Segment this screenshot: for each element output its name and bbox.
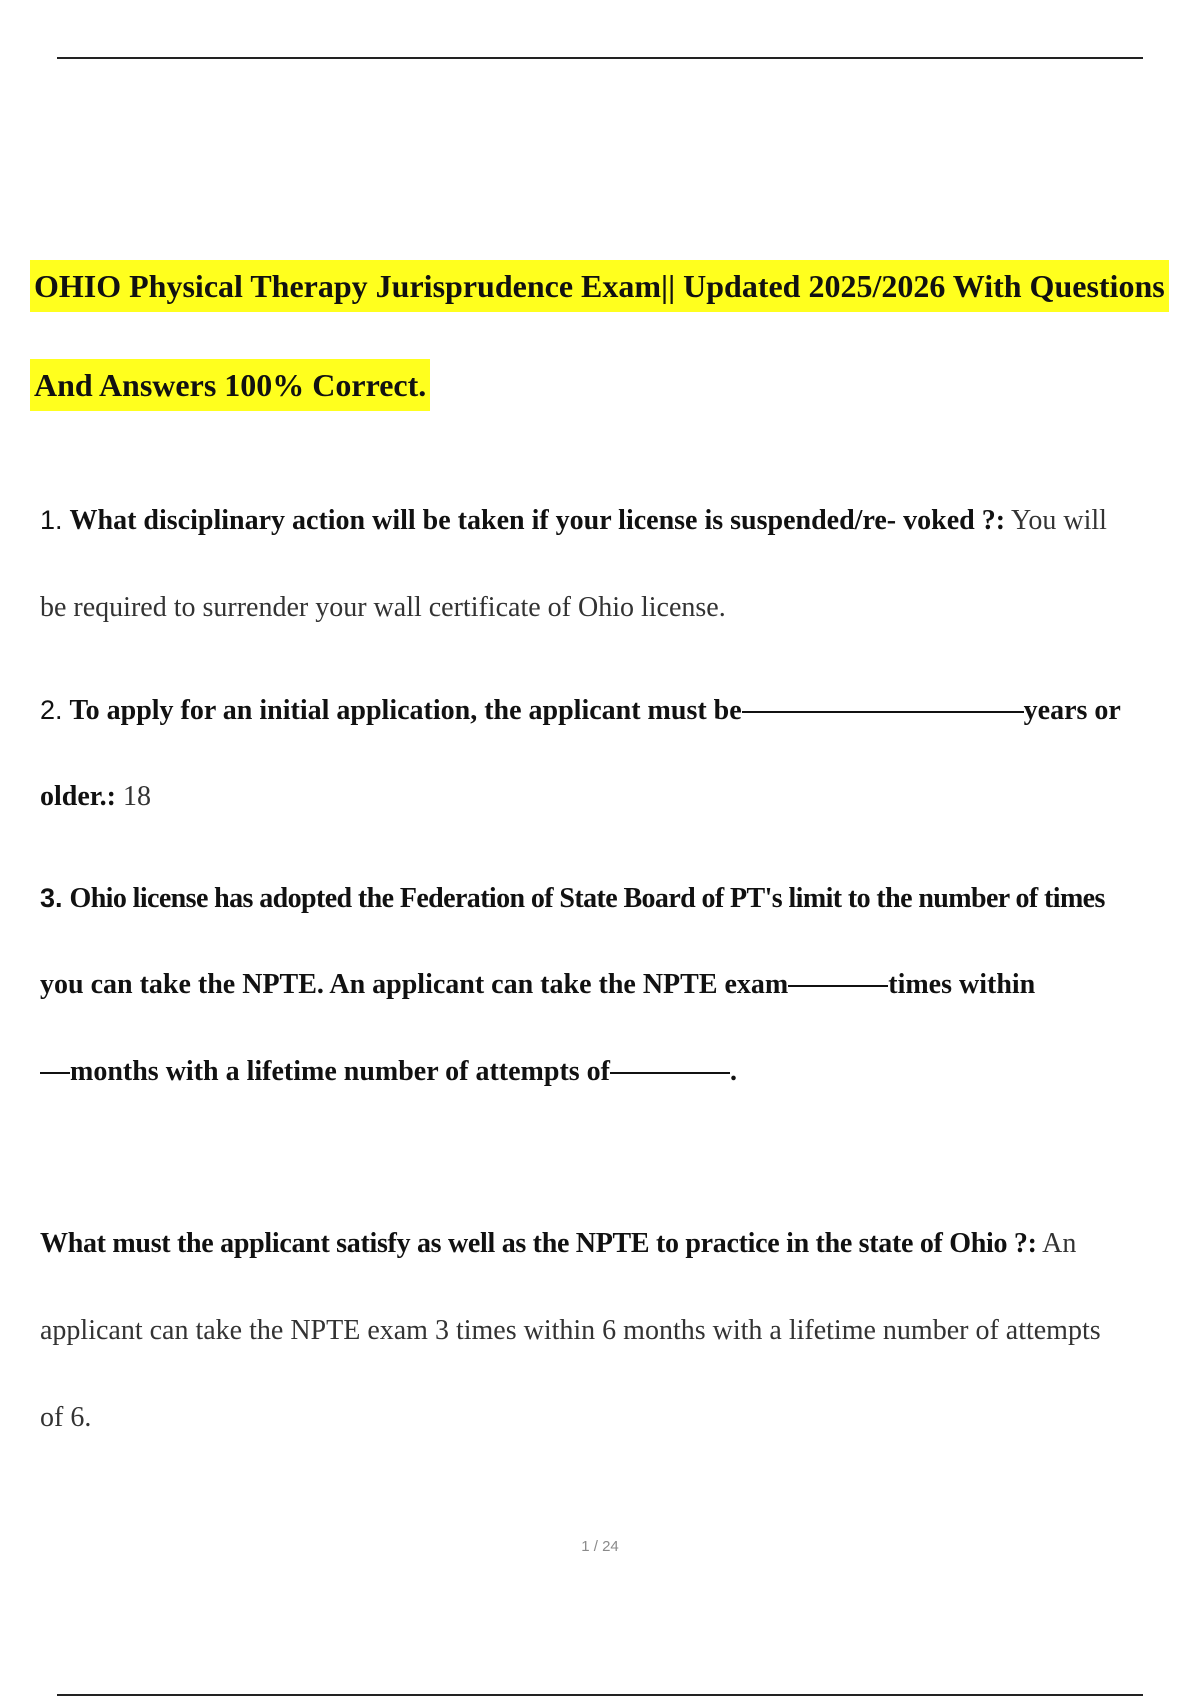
page-indicator: 1 / 24 [581,1538,619,1555]
question-3-text-line-3-end: . [729,1056,737,1087]
question-3-line-2 [40,965,1035,1005]
bottom-rule [57,1694,1143,1696]
answer-blank [610,1072,730,1074]
answer-blank [40,1072,70,1074]
question-4-answer-line-3: of 6. [40,1402,92,1433]
question-2-answer: 18 [122,781,151,812]
question-3-text-line-2: you can take the NPTE. An applicant can take the NPTE exam [40,969,789,1000]
question-1-text: What disciplinary action will be taken if your license is suspended/re- voked ?: [69,505,1006,536]
question-2-line-1 [40,690,1121,731]
question-2-text-cont: years or [1023,695,1121,726]
question-2-text-end: older.: [40,781,116,812]
question-3-text-line-2-cont: times within [888,969,1036,1000]
question-1-number: 1. [40,505,63,535]
question-4-line-1 [40,1224,1076,1264]
question-2-line-2 [40,777,151,817]
question-3-number: 3. [40,883,63,913]
question-1-line-1 [40,500,1107,541]
question-3-line-1 [40,878,1105,919]
answer-blank [788,985,888,987]
question-3-line-3 [40,1052,737,1092]
top-rule [57,57,1143,59]
document-title-line-2: And Answers 100% Correct. [30,359,430,411]
question-4-answer-start: An [1042,1228,1077,1259]
question-1-answer-start: You will [1010,505,1107,536]
question-4-answer-line-2: applicant can take the NPTE exam 3 times within 6 months with a lifetime number of attempts [40,1315,1101,1346]
question-1-answer: be required to surrender your wall certificate of Ohio license. [40,592,726,623]
question-2-text: To apply for an initial application, the applicant must be [69,695,742,726]
answer-blank [742,711,1024,713]
question-2-number: 2. [40,695,63,725]
document-title-line-1: OHIO Physical Therapy Jurisprudence Exam|| Updated 2025/2026 With Questions [30,260,1169,312]
question-3-text: Ohio license has adopted the Federation of State Board of PT's limit to the number of times [69,883,1105,914]
question-3-text-line-3: months with a lifetime number of attempts of [70,1056,610,1087]
question-4-text: What must the applicant satisfy as well as the NPTE to practice in the state of Ohio ?: [40,1228,1037,1259]
